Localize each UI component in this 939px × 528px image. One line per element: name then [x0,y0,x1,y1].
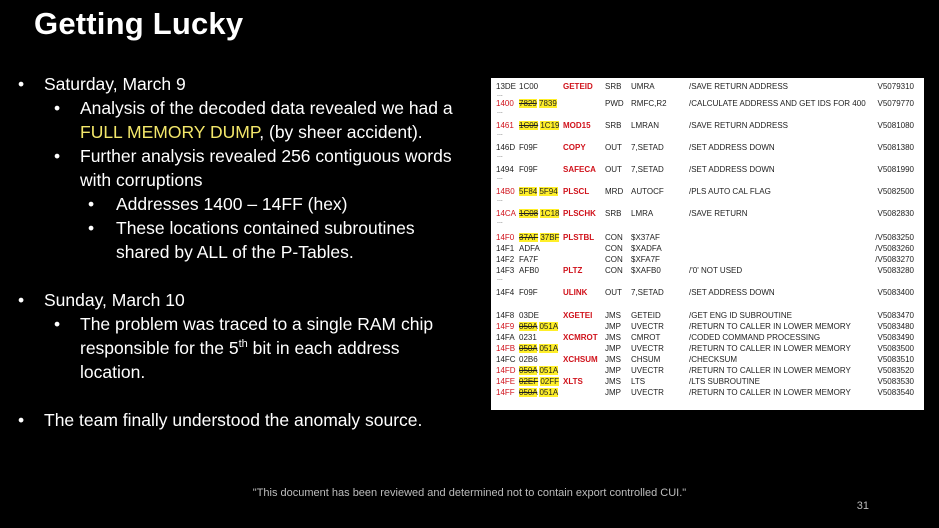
listing-comment: /SAVE RETURN [689,209,748,218]
listing-comment: /RETURN TO CALLER IN LOWER MEMORY [689,344,851,353]
listing-code: 1C09 1C19 [519,121,560,130]
listing-arg: $XFA7F [631,255,660,264]
listing-code: 03DE [519,311,540,320]
listing-label: ULINK [563,288,588,297]
listing-code: 050A 051A [519,388,559,397]
listing-comment: /SAVE RETURN ADDRESS [689,121,788,130]
listing-addr: 14FB [496,344,516,353]
listing-arg: UVECTR [631,344,664,353]
listing-ellipsis: ... [497,91,503,98]
listing-addr: 13DE [496,82,517,91]
listing-ellipsis: ... [497,218,503,225]
listing-code: F09F [519,143,538,152]
listing-ver: V5083510 [877,355,914,364]
listing-ver: V5082500 [877,187,914,196]
listing-arg: LMRA [631,209,654,218]
listing-arg: LTS [631,377,646,386]
bullet-dot: • [54,314,61,334]
listing-ellipsis: ... [497,174,503,181]
bullet-dot: • [88,218,95,238]
bullet-dot: • [18,290,25,310]
slide-title: Getting Lucky [34,6,244,41]
listing-row [491,81,924,92]
bullet-dot: • [88,194,95,214]
listing-addr: 14F9 [496,322,515,331]
bullet-conclusion: • The team finally understood the anomaly source. [18,410,423,430]
listing-code: 1C08 1C18 [519,209,560,218]
memory-dump-highlight: FULL MEMORY DUMP [80,122,260,142]
listing-label: PLSCHK [563,209,596,218]
bullet-saturday: • Saturday, March 9 [18,74,186,94]
listing-op: JMS [605,311,621,320]
listing-label: PLTZ [563,266,583,275]
listing-addr: 14F8 [496,311,515,320]
listing-ellipsis: ... [497,196,503,203]
listing-op: JMP [605,388,621,397]
listing-ver: V5083540 [877,388,914,397]
listing-row [491,321,924,332]
listing-op: JMS [605,333,621,342]
listing-ver: V5079770 [877,99,914,108]
bullet-dot: • [54,98,61,118]
listing-addr: 14CA [496,209,517,218]
listing-ver: V5083400 [877,288,914,297]
listing-op: SRB [605,82,622,91]
listing-op: JMS [605,355,621,364]
listing-label: XCHSUM [563,355,598,364]
listing-arg: RMFC,R2 [631,99,667,108]
listing-arg: $XAFB0 [631,266,661,275]
listing-label: MOD15 [563,121,591,130]
bullet-addresses: • Addresses 1400 – 14FF (hex) [88,194,348,214]
listing-op: OUT [605,165,622,174]
listing-row [491,332,924,343]
listing-code: ADFA [519,244,540,253]
listing-op: MRD [605,187,624,196]
listing-label: PLSCL [563,187,590,196]
listing-op: JMS [605,377,621,386]
listing-ver: V5083530 [877,377,914,386]
listing-row [491,254,924,265]
listing-row [491,120,924,131]
listing-arg: 7,SETAD [631,165,664,174]
listing-row [491,164,924,175]
listing-comment: /SET ADDRESS DOWN [689,165,775,174]
bullet-dot: • [18,410,25,430]
listing-code: F09F [519,165,538,174]
listing-addr: 14FE [496,377,516,386]
listing-ellipsis: ... [497,275,503,282]
listing-code: 37AF 37BF [519,233,560,242]
memory-listing-panel [491,78,924,410]
listing-code: 050A 051A [519,366,559,375]
listing-row [491,310,924,321]
listing-ellipsis: ... [497,108,503,115]
listing-op: CON [605,244,623,253]
listing-code: 0231 [519,333,537,342]
listing-comment: /SET ADDRESS DOWN [689,288,775,297]
listing-arg: UVECTR [631,366,664,375]
listing-label: PLSTBL [563,233,595,242]
listing-addr: 1461 [496,121,514,130]
listing-row [491,186,924,197]
listing-code: 02B6 [519,355,538,364]
listing-label: GETEID [563,82,593,91]
listing-ver: V5081990 [877,165,914,174]
listing-arg: $X37AF [631,233,660,242]
bullet-dot: • [54,146,61,166]
listing-row [491,287,924,298]
listing-ver: V5083470 [877,311,914,320]
listing-code: 1C00 [519,82,539,91]
listing-ver: V5083280 [877,266,914,275]
listing-comment: /CALCULATE ADDRESS AND GET IDS FOR 400 [689,99,866,108]
listing-comment: /LTS SUBROUTINE [689,377,760,386]
listing-arg: AUTOCF [631,187,664,196]
listing-code: 050A 051A [519,322,559,331]
listing-row [491,387,924,398]
listing-op: CON [605,255,623,264]
listing-op: OUT [605,288,622,297]
export-control-footer: "This document has been reviewed and determined not to contain export controlled CUI." [252,487,687,499]
listing-ver: V5083490 [877,333,914,342]
listing-arg: UVECTR [631,388,664,397]
listing-arg: UVECTR [631,322,664,331]
listing-addr: 1400 [496,99,514,108]
listing-arg: GETEID [631,311,661,320]
listing-op: CON [605,266,623,275]
listing-label: XGETEI [563,311,593,320]
listing-arg: UMRA [631,82,655,91]
bullet-further-analysis: • Further analysis revealed 256 contiguous words with corruptions [54,146,452,190]
listing-comment: /'0' NOT USED [689,266,743,275]
listing-addr: 14FA [496,333,515,342]
bullet-subroutines: • These locations contained subroutines shared by ALL of the P-Tables. [88,218,415,262]
listing-row [491,365,924,376]
listing-op: SRB [605,121,622,130]
listing-ver: V5082830 [877,209,914,218]
listing-op: JMP [605,366,621,375]
listing-comment: /SET ADDRESS DOWN [689,143,775,152]
listing-code: 5F84 5F94 [519,187,558,196]
listing-row [491,142,924,153]
listing-op: OUT [605,143,622,152]
listing-code: 050A 051A [519,344,559,353]
listing-code: F09F [519,288,538,297]
listing-arg: LMRAN [631,121,660,130]
listing-row [491,265,924,276]
listing-op: SRB [605,209,622,218]
bullet-list [18,72,488,432]
listing-row [491,208,924,219]
listing-comment: /RETURN TO CALLER IN LOWER MEMORY [689,366,851,375]
listing-addr: 14F1 [496,244,515,253]
listing-ver: /V5083250 [875,233,914,242]
listing-addr: 14F3 [496,266,515,275]
listing-arg: 7,SETAD [631,288,664,297]
listing-op: CON [605,233,623,242]
listing-arg: $XADFA [631,244,662,253]
listing-op: PWD [605,99,624,108]
listing-row [491,376,924,387]
listing-addr: 14B0 [496,187,515,196]
bullet-analysis: • Analysis of the decoded data revealed we had a FULL MEMORY DUMP, (by sheer accident). [54,98,453,142]
listing-row [491,343,924,354]
listing-addr: 14F2 [496,255,515,264]
listing-ver: /V5083260 [875,244,914,253]
listing-row [491,232,924,243]
listing-addr: 14FC [496,355,516,364]
listing-ver: V5083500 [877,344,914,353]
listing-arg: CMROT [631,333,661,342]
page-number: 31 [856,500,869,512]
listing-code: FA7F [519,255,539,264]
listing-row [491,98,924,109]
listing-ver: V5083480 [877,322,914,331]
listing-label: SAFECA [563,165,596,174]
listing-comment: /SAVE RETURN ADDRESS [689,82,788,91]
listing-code: 02EF 02FF [519,377,560,386]
listing-ellipsis: ... [497,152,503,159]
listing-addr: 146D [496,143,516,152]
listing-ver: /V5083270 [875,255,914,264]
listing-comment: /GET ENG ID SUBROUTINE [689,311,792,320]
listing-arg: CHSUM [631,355,661,364]
listing-arg: 7,SETAD [631,143,664,152]
listing-ver: V5081380 [877,143,914,152]
listing-comment: /CHECKSUM [689,355,738,364]
listing-op: JMP [605,344,621,353]
listing-op: JMP [605,322,621,331]
listing-row [491,243,924,254]
listing-ver: V5079310 [877,82,914,91]
listing-code: 7829 7839 [519,99,557,108]
listing-addr: 14FF [496,388,515,397]
bullet-ram-chip: • The problem was traced to a single RAM chip responsible for the 5th bit in each address location. [54,314,434,382]
listing-code: AFB0 [519,266,540,275]
listing-addr: 14F0 [496,233,515,242]
listing-label: COPY [563,143,586,152]
listing-comment: /RETURN TO CALLER IN LOWER MEMORY [689,388,851,397]
listing-addr: 1494 [496,165,514,174]
bullet-sunday: • Sunday, March 10 [18,290,185,310]
listing-ellipsis: ... [497,130,503,137]
listing-comment: /RETURN TO CALLER IN LOWER MEMORY [689,322,851,331]
listing-label: XLTS [563,377,583,386]
listing-addr: 14FD [496,366,516,375]
listing-label: XCMROT [563,333,598,342]
listing-comment: /PLS AUTO CAL FLAG [689,187,771,196]
listing-ver: V5083520 [877,366,914,375]
listing-comment: /CODED COMMAND PROCESSING [689,333,821,342]
listing-addr: 14F4 [496,288,515,297]
listing-row [491,354,924,365]
listing-ver: V5081080 [877,121,914,130]
bullet-dot: • [18,74,25,94]
